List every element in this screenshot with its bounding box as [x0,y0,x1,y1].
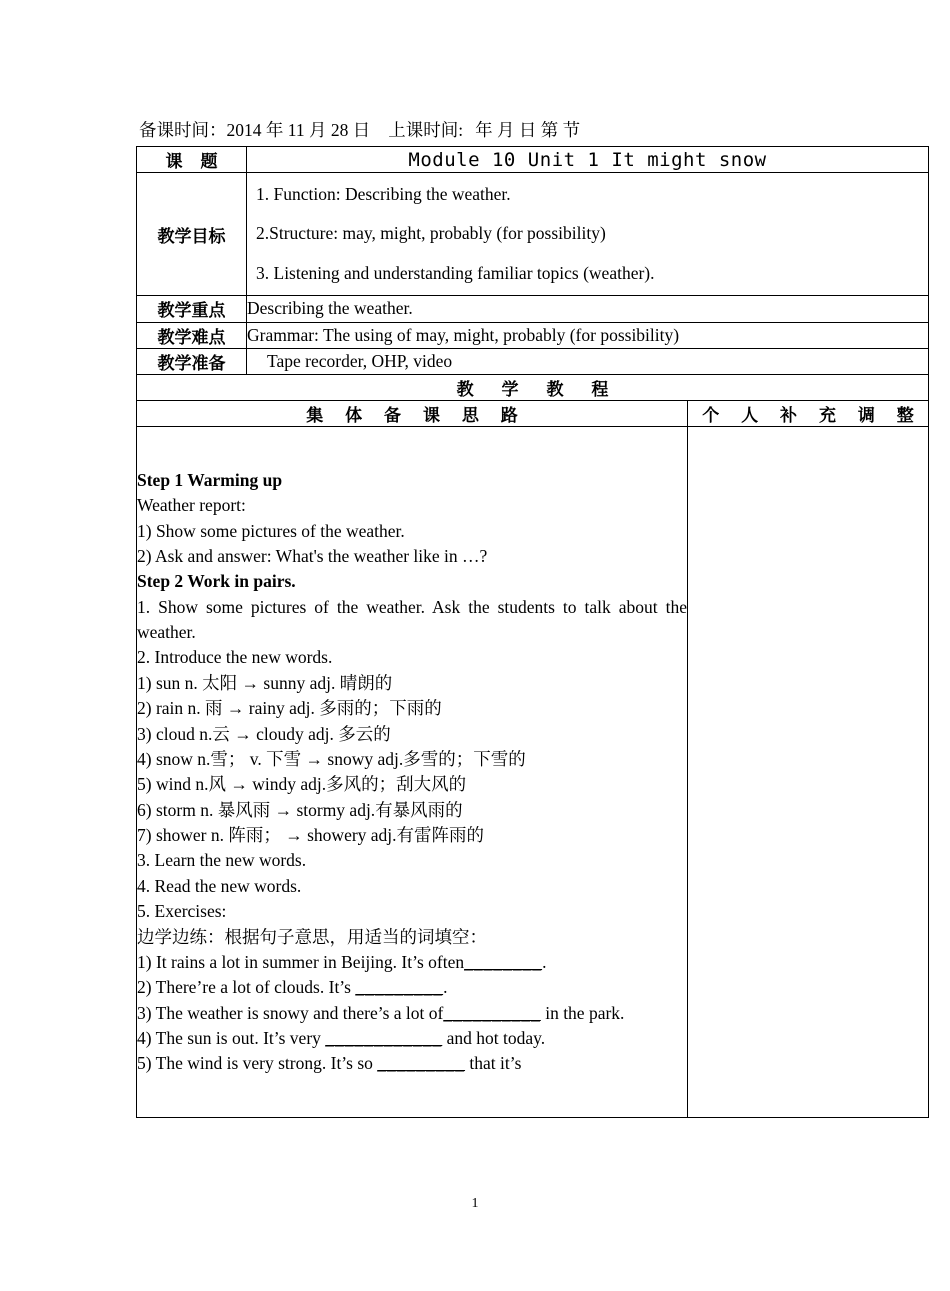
column-header-collective: 集 体 备 课 思 路 [137,401,688,427]
exercise-text: 2) There’re a lot of clouds. It’s [137,977,356,998]
table-row-key-points [137,296,929,322]
exercise-blank: ____________ [325,1028,443,1048]
lesson-title: Module 10 Unit 1 It might snow [247,147,929,173]
exercise-blank: ________ [464,951,543,972]
header-date-line [139,119,580,141]
table-row-process-banner [137,375,929,401]
exercise-item [137,975,687,1000]
exercise-text: in the park. [540,1002,625,1023]
table-row-objectives [137,173,929,296]
exercise-text: 4) The sun is out. It’s very [137,1028,326,1048]
page-number: 1 [471,1196,479,1211]
objective-item: 2.Structure: may, might, probably (for possibility) [256,223,606,244]
vocabulary-line: 7) shower n. 阵雨； → showery adj.有雷阵雨的 [137,825,485,845]
procedure-content [137,427,688,1118]
vocabulary-line: 2) rain n. 雨 → rainy adj. 多雨的；下雨的 [137,698,442,719]
column-header-personal: 个 人 补 充 调 整 [688,401,929,427]
process-banner: 教 学 教 程 [137,375,929,401]
exercise-item [137,1001,687,1026]
procedure-line: Weather report: [137,495,246,516]
vocabulary-line: 6) storm n. 暴风雨 → stormy adj.有暴风雨的 [137,799,463,820]
row-label-preparation: 教学准备 [137,348,247,374]
exercise-text: 3) The weather is snowy and there’s a lot of [137,1002,444,1023]
vocabulary-line: 1) sun n. 太阳 → sunny adj. 晴朗的 [137,672,393,693]
table-row-procedure-body [137,427,929,1118]
exercise-text: 5) The wind is very strong. It’s so [137,1053,378,1074]
objectives-cell [247,173,929,296]
exercise-text: 1) It rains a lot in summer in Beijing. It’s often [137,951,465,972]
difficult-points-text: Grammar: The using of may, might, probably (for possibility) [247,322,929,348]
row-label-objectives: 教学目标 [137,173,247,296]
exercise-item [137,950,687,975]
row-label-difficult-points: 教学难点 [137,322,247,348]
lesson-plan-table [136,146,929,1118]
vocabulary-line: 4) snow n.雪； v. 下雪 → snowy adj.多雪的；下雪的 [137,748,526,769]
procedure-line: Step 2 Work in pairs. [137,571,296,592]
prep-time-value: 2014 年 11 月 28 日 [226,120,371,140]
procedure-line: 2. Introduce the new words. [137,647,333,668]
objective-item: 3. Listening and understanding familiar topics (weather). [256,262,655,283]
row-label-key-points: 教学重点 [137,296,247,322]
row-label-topic: 课 题 [137,147,247,173]
table-row-difficult-points [137,322,929,348]
exercise-item [137,1051,687,1076]
procedure-line: 2) Ask and answer: What's the weather like in …? [137,545,488,566]
exercise-text: that it’s [465,1053,522,1074]
class-time-value: 年 月 日 第 节 [475,120,581,140]
exercise-blank: _________ [355,977,444,998]
procedure-line: 3. Learn the new words. [137,850,307,871]
procedure-line: 5. Exercises: [137,901,227,922]
table-row-topic [137,147,929,173]
objective-item: 1. Function: Describing the weather. [256,184,511,204]
procedure-line: 边学边练：根据句子意思，用适当的词填空： [137,926,487,947]
procedure-line: 1. Show some pictures of the weather. Ask the students to talk about the weather. [137,596,687,642]
personal-notes-area[interactable] [688,427,929,1118]
table-row-preparation [137,348,929,374]
procedure-line: Step 1 Warming up [137,469,283,490]
prep-time-label: 备课时间： [139,120,227,140]
key-points-text: Describing the weather. [247,296,929,322]
exercise-blank: _________ [377,1053,466,1074]
exercise-text: . [542,951,547,972]
exercise-text: and hot today. [442,1028,546,1048]
vocabulary-line: 3) cloud n.云 → cloudy adj. 多云的 [137,723,391,744]
table-row-column-headers [137,401,929,427]
exercise-text: . [443,977,448,998]
exercise-item [137,1026,687,1051]
exercise-blank: __________ [443,1002,541,1023]
preparation-text: Tape recorder, OHP, video [247,348,929,374]
vocabulary-line: 5) wind n.风 → windy adj.多风的；刮大风的 [137,774,467,795]
procedure-line: 1) Show some pictures of the weather. [137,520,405,541]
class-time-label: 上课时间: [388,120,464,140]
procedure-line: 4. Read the new words. [137,875,302,896]
